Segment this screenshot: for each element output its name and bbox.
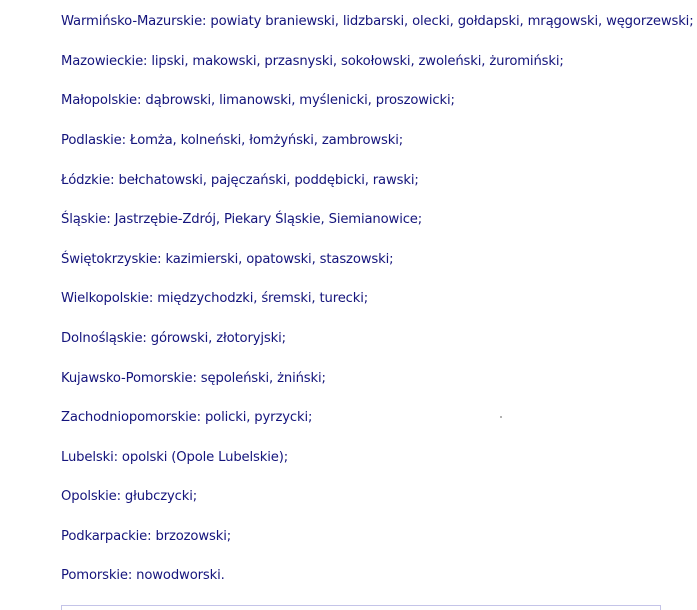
region-item-dolnoslaskie: Dolnośląskie: górowski, złotoryjski; (61, 331, 286, 346)
region-item-swietokrzyskie: Świętokrzyskie: kazimierski, opatowski, staszowski; (61, 252, 394, 267)
region-item-lubelski: Lubelski: opolski (Opole Lubelskie); (61, 450, 288, 465)
region-item-opolskie: Opolskie: głubczycki; (61, 489, 198, 504)
bottom-content-box (61, 605, 661, 610)
region-item-podlaskie: Podlaskie: Łomża, kolneński, łomżyński, zambrowski; (61, 133, 404, 148)
stray-dot (500, 416, 502, 418)
region-item-podkarpackie: Podkarpackie: brzozowski; (61, 529, 232, 544)
region-item-pomorskie: Pomorskie: nowodworski. (61, 568, 225, 583)
region-item-zachodniopomorskie: Zachodniopomorskie: policki, pyrzycki; (61, 410, 313, 425)
region-item-slaskie: Śląskie: Jastrzębie-Zdrój, Piekary Śląskie, Siemianowice; (61, 212, 423, 227)
region-item-warminsko-mazurskie: Warmińsko-Mazurskie: powiaty braniewski, lidzbarski, olecki, gołdapski, mrągowski, węgorzewski; (61, 14, 694, 29)
region-item-malopolskie: Małopolskie: dąbrowski, limanowski, myślenicki, proszowicki; (61, 93, 455, 108)
region-item-mazowieckie: Mazowieckie: lipski, makowski, przasnyski, sokołowski, zwoleński, żuromiński; (61, 54, 564, 69)
region-item-lodzkie: Łódzkie: bełchatowski, pajęczański, poddębicki, rawski; (61, 173, 419, 188)
region-item-kujawsko-pomorskie: Kujawsko-Pomorskie: sępoleński, żniński; (61, 371, 326, 386)
region-item-wielkopolskie: Wielkopolskie: międzychodzki, śremski, turecki; (61, 291, 369, 306)
